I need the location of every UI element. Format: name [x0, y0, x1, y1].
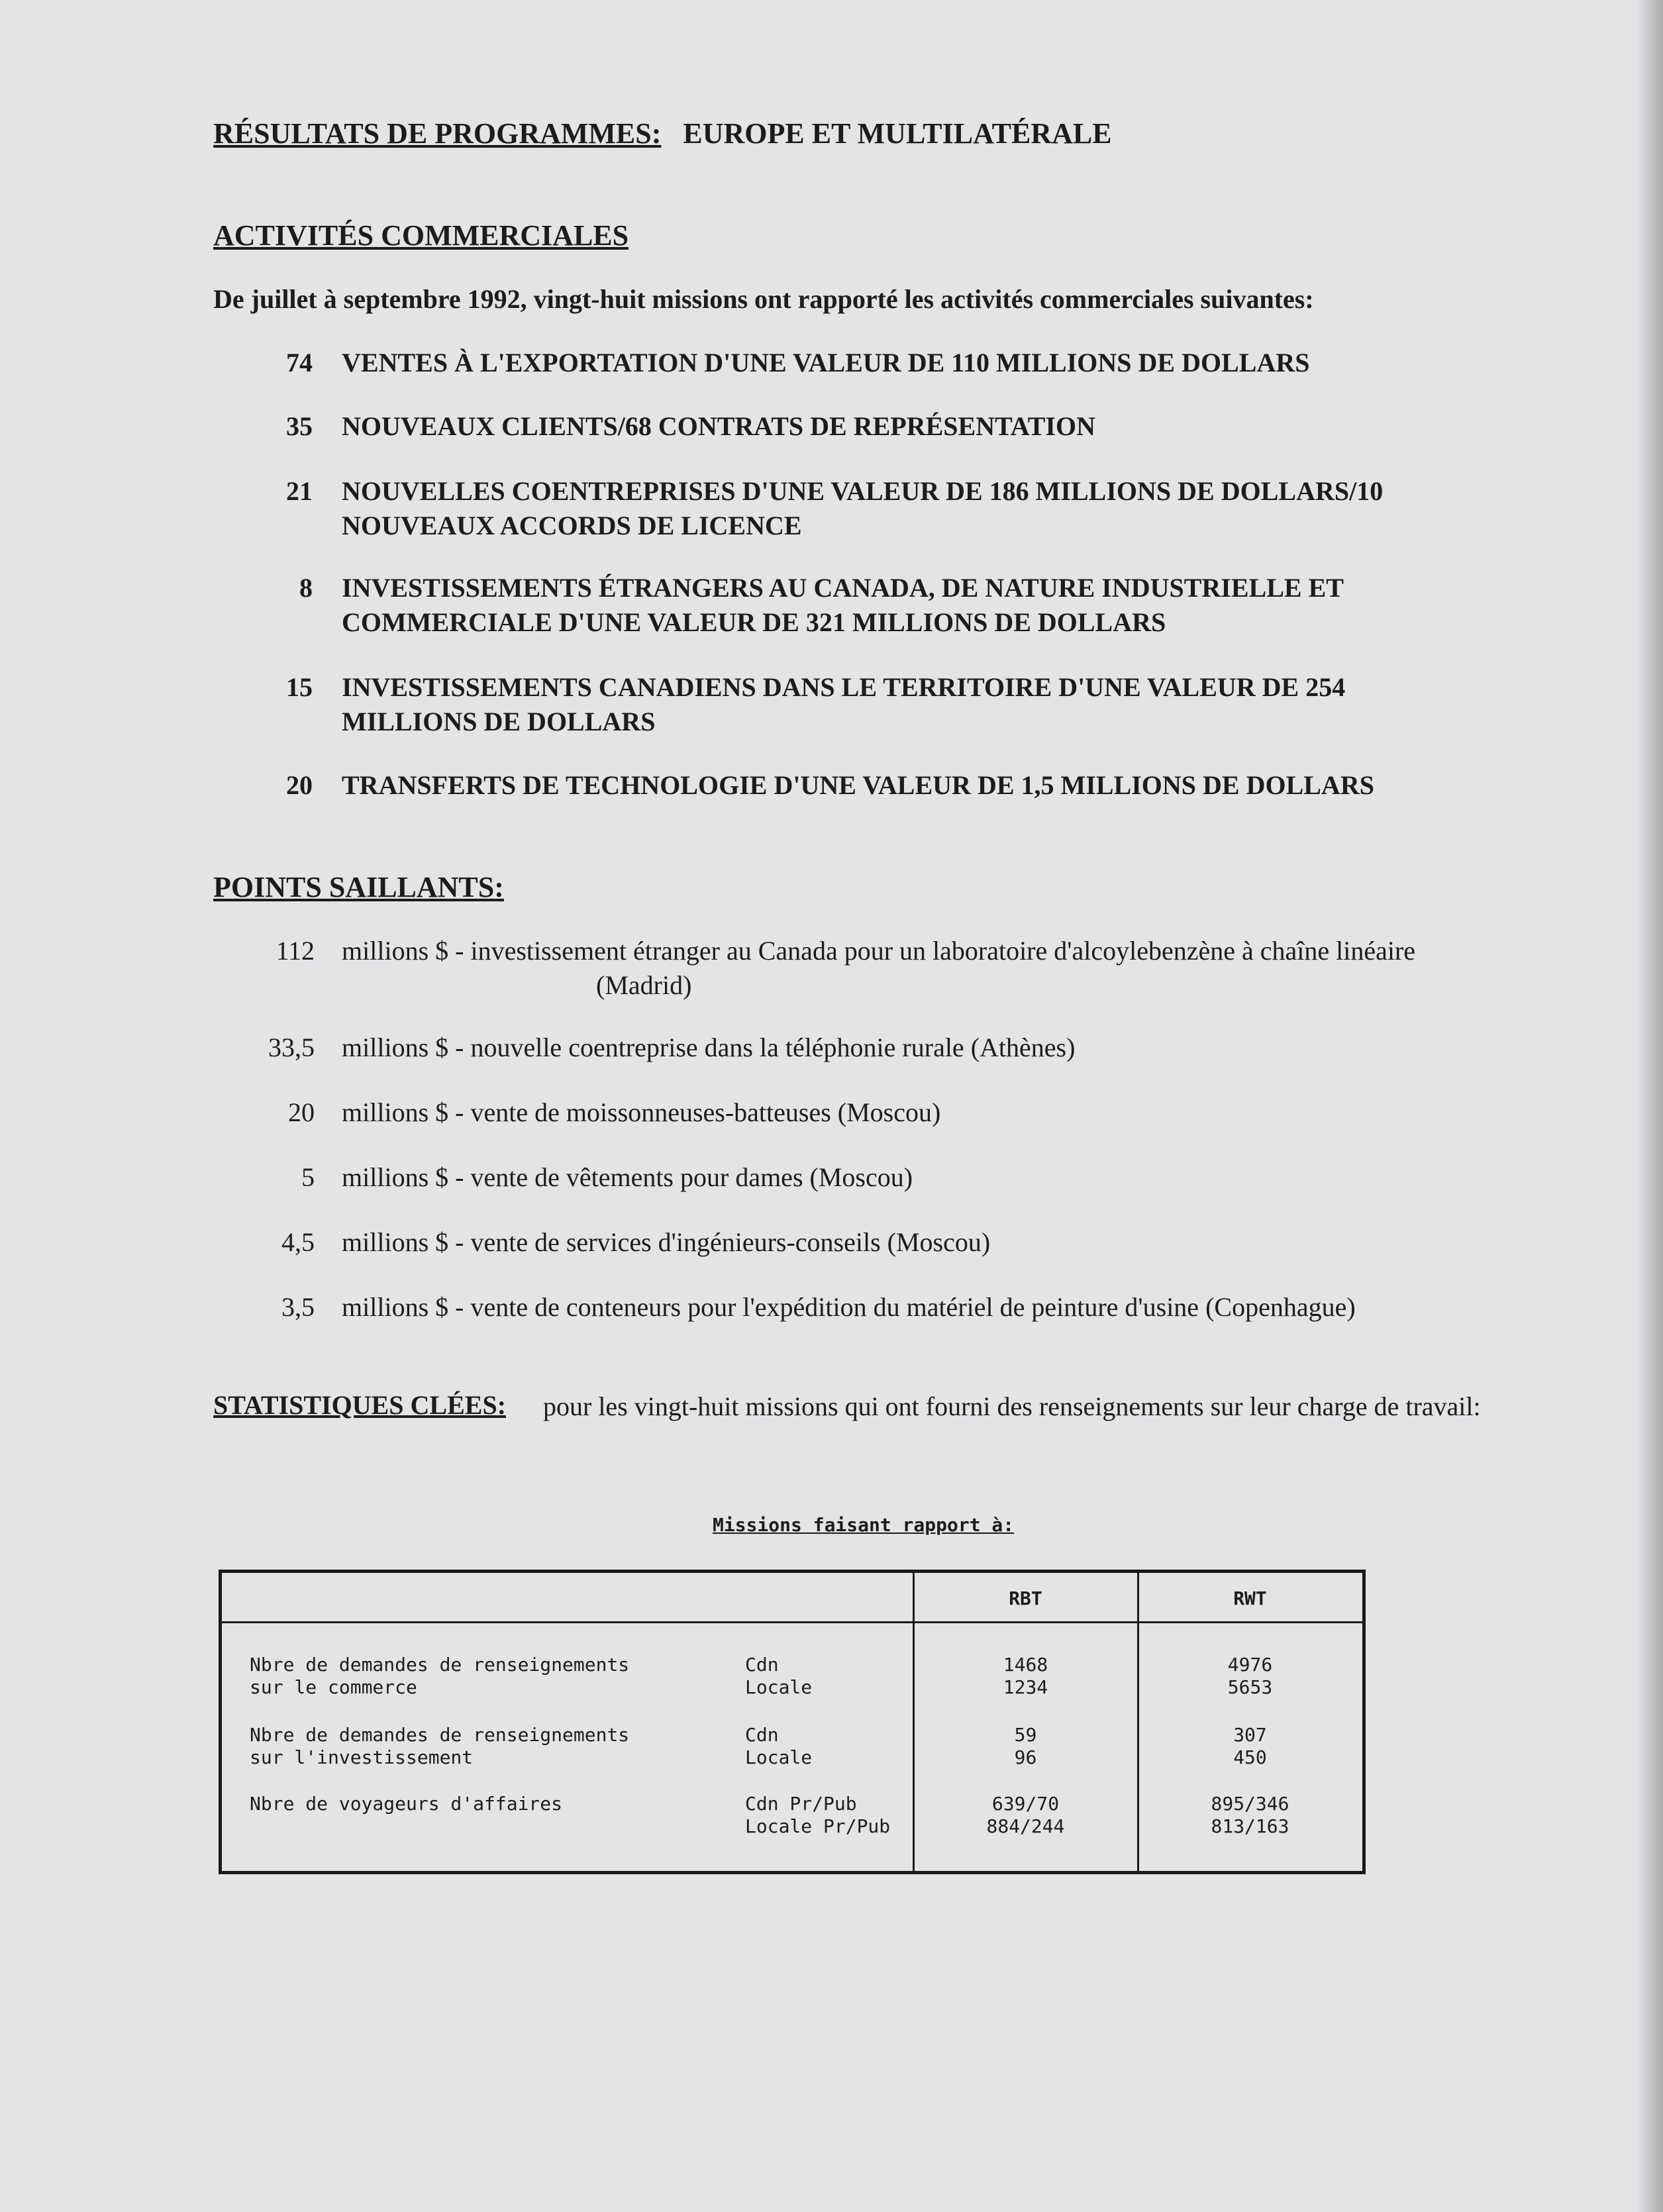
activity-number: 35: [286, 411, 313, 441]
statistics-table: [219, 1570, 1366, 1874]
highlight-amount: 20: [288, 1097, 315, 1127]
activity-number: 8: [299, 573, 313, 603]
highlight-amount: 3,5: [281, 1292, 315, 1322]
activity-text: INVESTISSEMENTS CANADIENS DANS LE TERRITOIRE D'UNE VALEUR DE 254 MILLIONS DE DOLLARS: [342, 672, 1346, 736]
highlight-location: (Madrid): [596, 970, 692, 1000]
highlight-text: millions $ - vente de moissonneuses-batteuses (Moscou): [342, 1097, 941, 1127]
table-header-divider: [222, 1621, 1362, 1623]
row-label: Nbre de demandes de renseignements sur l'investissement: [250, 1724, 630, 1768]
highlight-text: [342, 934, 1554, 1000]
heading-statistiques: STATISTIQUES CLÉES:: [213, 1390, 507, 1420]
highlight-amount: 33,5: [268, 1032, 315, 1062]
activity-number: 74: [286, 348, 313, 377]
cell-rbt: 1468 1234: [1003, 1654, 1048, 1698]
page-title: [213, 117, 1112, 150]
activity-text: NOUVEAUX CLIENTS/68 CONTRATS DE REPRÉSENTATION: [342, 411, 1095, 441]
cell-rwt: 307 450: [1233, 1724, 1267, 1768]
intro-text: De juillet à septembre 1992, vingt-huit missions ont rapporté les activités commerciales suivantes:: [213, 284, 1314, 314]
activity-text: NOUVELLES COENTREPRISES D'UNE VALEUR DE 186 MILLIONS DE DOLLARS/10 NOUVEAUX ACCORDS DE LICENCE: [342, 476, 1384, 540]
row-sub-label: Cdn Locale: [745, 1724, 813, 1768]
highlight-text: millions $ - vente de conteneurs pour l'expédition du matériel de peinture d'usine (Copenhague): [342, 1292, 1356, 1322]
title-program-results: RÉSULTATS DE PROGRAMMES:: [213, 117, 662, 150]
activity-text: TRANSFERTS DE TECHNOLOGIE D'UNE VALEUR DE 1,5 MILLIONS DE DOLLARS: [342, 770, 1374, 800]
activity-number: 21: [286, 476, 313, 506]
activity-number: 15: [286, 672, 313, 702]
title-region: EUROPE ET MULTILATÉRALE: [683, 117, 1112, 150]
cell-rwt: 4976 5653: [1227, 1654, 1273, 1698]
highlight-text: millions $ - vente de services d'ingénieurs-conseils (Moscou): [342, 1227, 991, 1257]
page-edge-shadow: [1637, 0, 1663, 2212]
activity-text: VENTES À L'EXPORTATION D'UNE VALEUR DE 110 MILLIONS DE DOLLARS: [342, 348, 1310, 377]
activity-text: INVESTISSEMENTS ÉTRANGERS AU CANADA, DE NATURE INDUSTRIELLE ET COMMERCIALE D'UNE VALEUR DE 321 MILLIONS DE DOLLARS: [342, 573, 1344, 637]
column-header-rbt: RBT: [1009, 1587, 1042, 1609]
highlight-amount: 5: [301, 1162, 315, 1192]
row-label: Nbre de voyageurs d'affaires: [250, 1793, 563, 1815]
table-caption: Missions faisant rapport à:: [713, 1514, 1015, 1536]
highlight-amount: 112: [276, 936, 315, 966]
cell-rwt: 895/346 813/163: [1211, 1793, 1289, 1837]
highlight-text: millions $ - nouvelle coentreprise dans la téléphonie rurale (Athènes): [342, 1032, 1076, 1062]
row-sub-label: Cdn Locale: [745, 1654, 813, 1698]
row-sub-label: Cdn Pr/Pub Locale Pr/Pub: [745, 1793, 891, 1837]
highlight-text: millions $ - vente de vêtements pour dames (Moscou): [342, 1162, 913, 1192]
cell-rbt: 59 96: [1014, 1724, 1037, 1768]
highlight-amount: 4,5: [281, 1227, 315, 1257]
statistiques-text: pour les vingt-huit missions qui ont fourni des renseignements sur leur charge de travail:: [543, 1391, 1481, 1421]
column-header-rwt: RWT: [1233, 1587, 1267, 1609]
heading-points-saillants: POINTS SAILLANTS:: [213, 871, 504, 903]
heading-activites: ACTIVITÉS COMMERCIALES: [213, 219, 629, 252]
row-label: Nbre de demandes de renseignements sur le commerce: [250, 1654, 630, 1698]
activity-number: 20: [286, 770, 313, 800]
highlight-description: millions $ - investissement étranger au Canada pour un laboratoire d'alcoylebenzène à chaîne linéaire: [342, 936, 1416, 966]
cell-rbt: 639/70 884/244: [986, 1793, 1065, 1837]
